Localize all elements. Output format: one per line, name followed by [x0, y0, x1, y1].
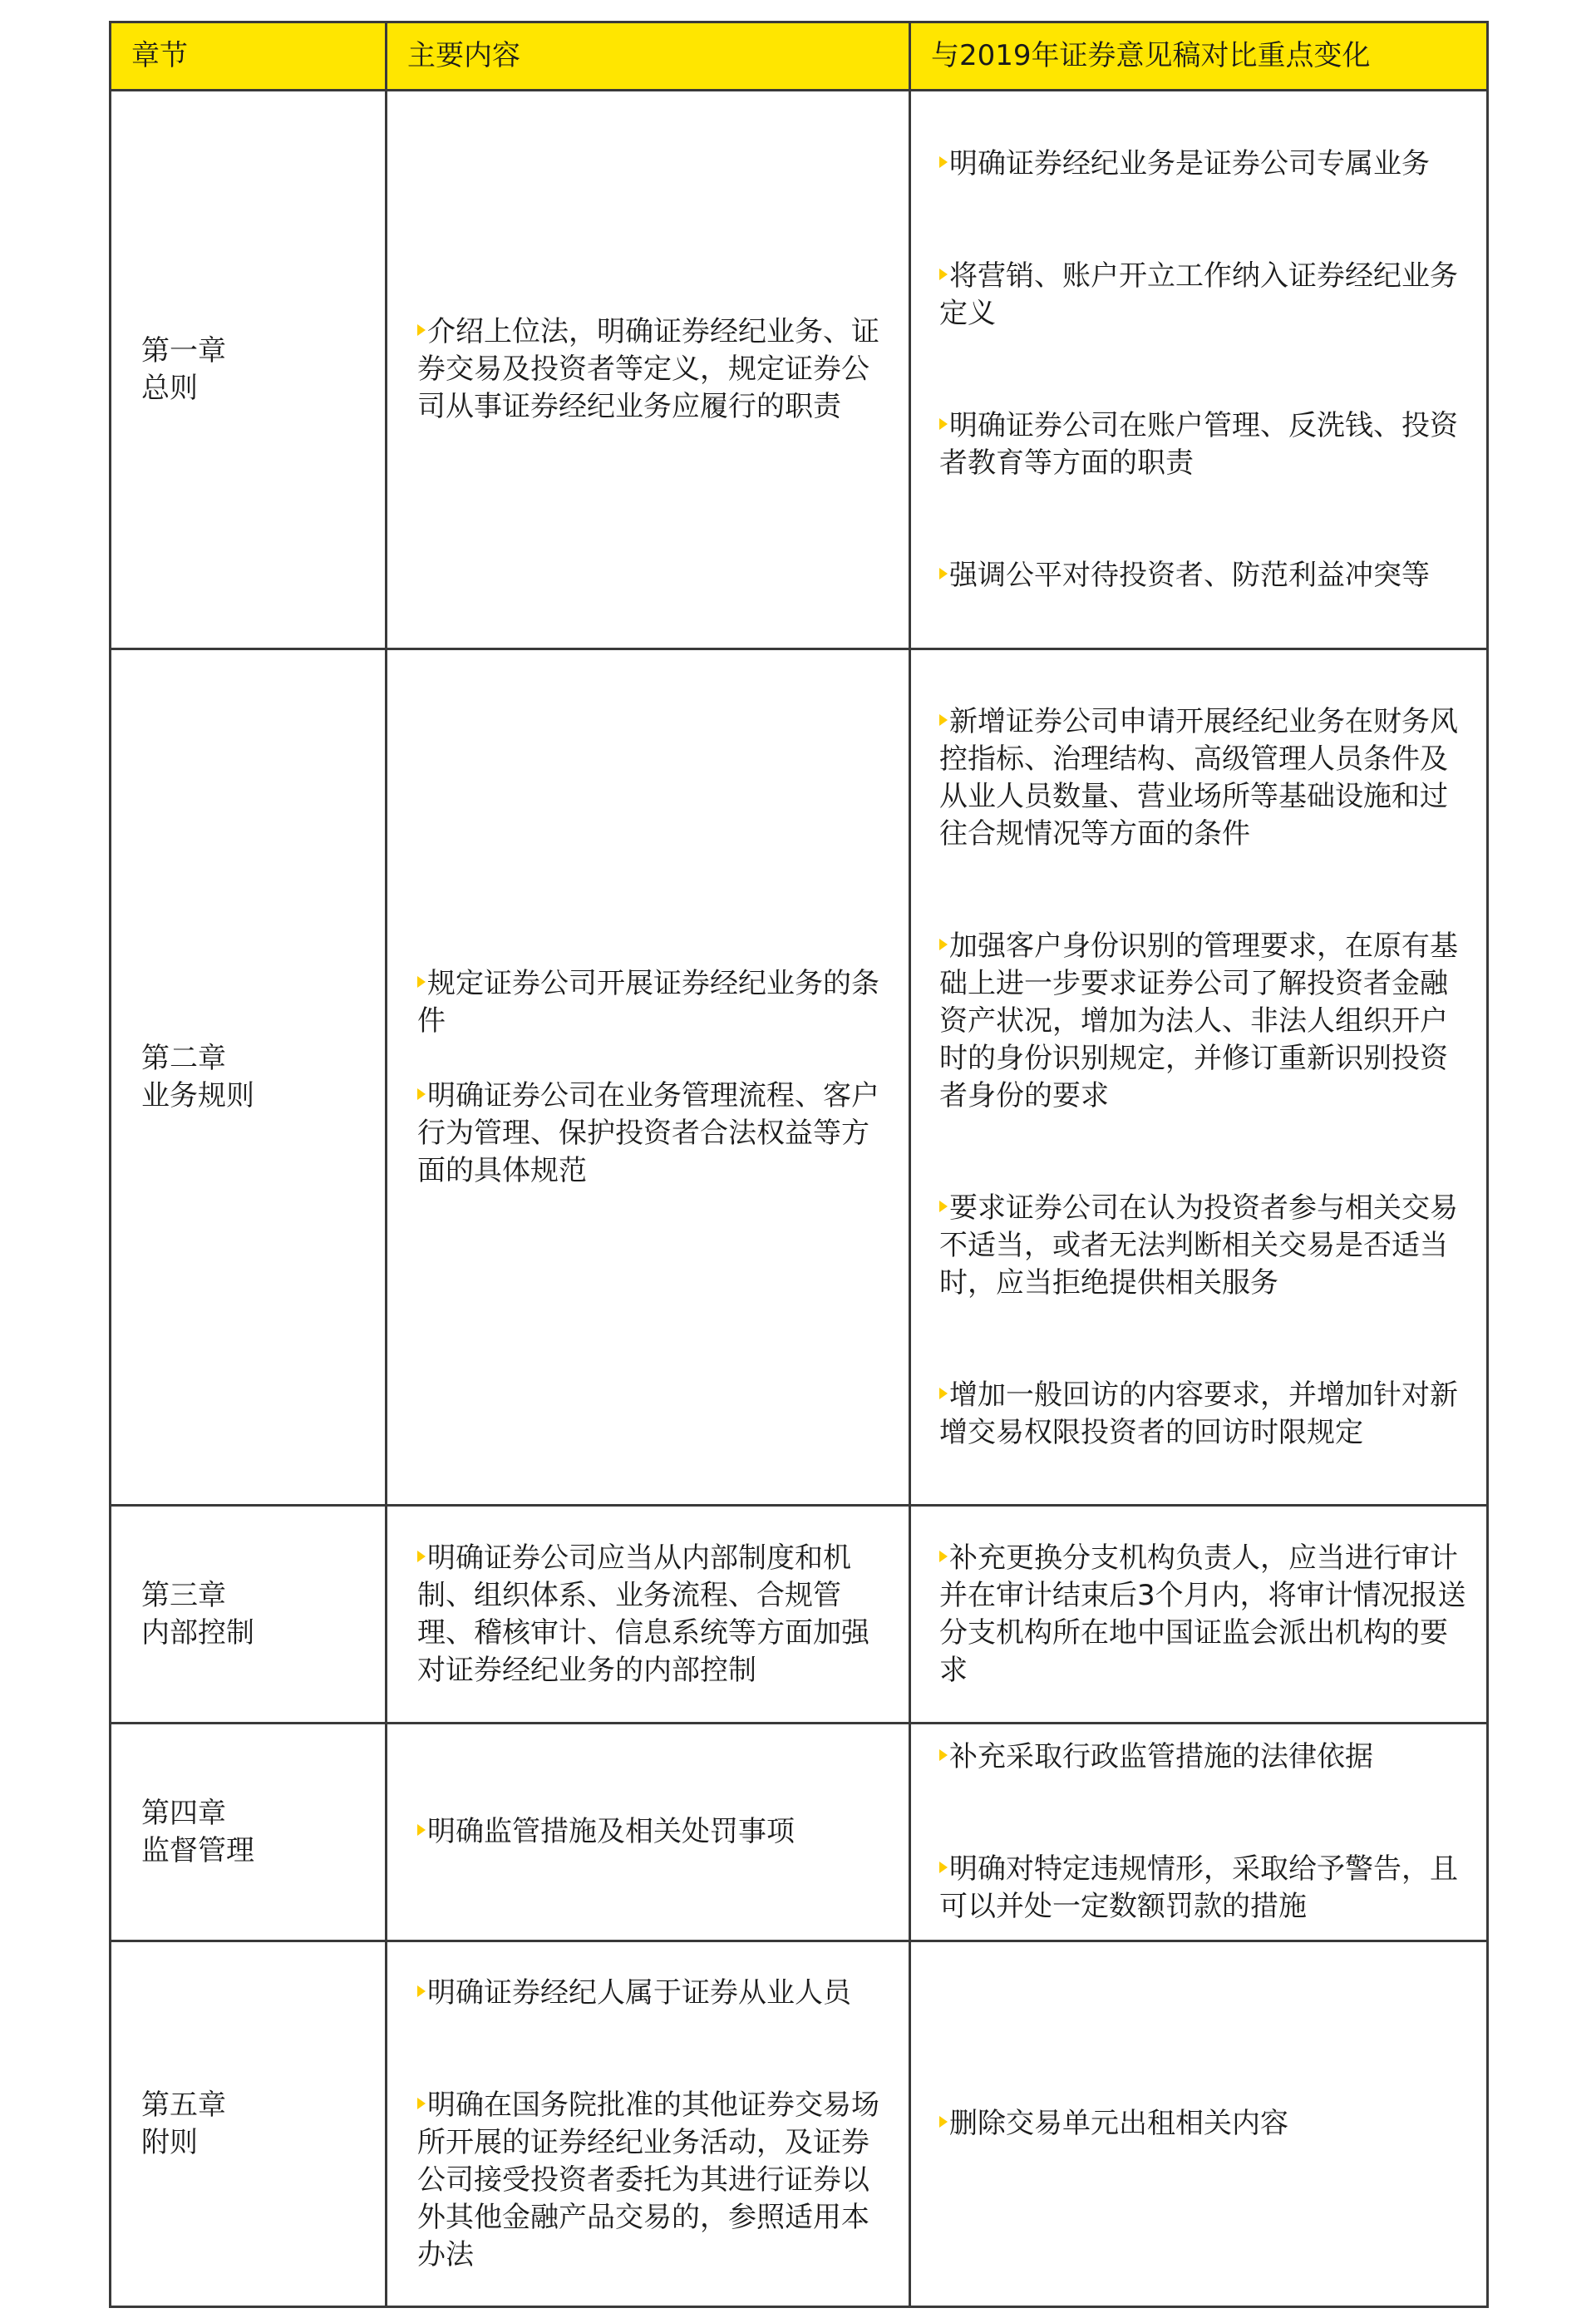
main-bullet: 明确证券公司应当从内部制度和机制、组织体系、业务流程、合规管理、稽核审计、信息系统等方面加强对证券经纪业务的内部控制 [417, 1541, 869, 1687]
main-bullet: 规定证券公司开展证券经纪业务的条件 [417, 966, 879, 1038]
chapter-name: 内部控制 [141, 1615, 254, 1650]
change-cell [910, 91, 1488, 649]
bullet-arrow-icon [939, 269, 948, 280]
main-bullet: 介绍上位法，明确证券经纪业务、证券交易及投资者等定义，规定证券公司从事证券经纪业务应履行的职责 [417, 315, 879, 423]
chapter-number: 第三章 [141, 1578, 226, 1612]
table-row [111, 1724, 1488, 1941]
chapter-cell [111, 649, 387, 1506]
main-bullet: 明确监管措施及相关处罚事项 [417, 1813, 890, 1851]
bullet-arrow-icon [939, 1201, 948, 1212]
comparison-table [109, 21, 1489, 2308]
chapter-cell [111, 1941, 387, 2307]
chapter-name: 总则 [141, 371, 198, 405]
bullet-arrow-icon [417, 1551, 426, 1562]
bullet-arrow-icon [417, 1088, 426, 1100]
bullet-arrow-icon [417, 976, 426, 988]
table-row [111, 1941, 1488, 2307]
bullet-arrow-icon [939, 568, 948, 580]
bullet-arrow-icon [939, 418, 948, 430]
change-bullet: 明确证券经纪业务是证券公司专属业务 [939, 145, 1475, 183]
chapter-name: 附则 [141, 2125, 198, 2159]
change-bullet: 增加一般回访的内容要求，并增加针对新增交易权限投资者的回访时限规定 [939, 1378, 1458, 1449]
bullet-arrow-icon [939, 1862, 948, 1873]
chapter-name: 业务规则 [141, 1078, 254, 1112]
header-main-content: 主要内容 [387, 22, 910, 91]
main-content-cell [387, 1506, 910, 1724]
bullet-arrow-icon [939, 2116, 948, 2128]
bullet-arrow-icon [417, 2098, 426, 2109]
change-bullet: 删除交易单元出租相关内容 [939, 2105, 1475, 2143]
main-content-cell [387, 1941, 910, 2307]
change-cell [910, 1506, 1488, 1724]
change-bullet: 补充采取行政监管措施的法律依据 [939, 1738, 1475, 1776]
change-bullet: 要求证券公司在认为投资者参与相关交易不适当，或者无法判断相关交易是否适当时，应当拒绝提供相关服务 [939, 1191, 1458, 1300]
change-bullet: 补充更换分支机构负责人，应当进行审计并在审计结束后3个月内，将审计情况报送分支机构所在地中国证监会派出机构的要求 [939, 1541, 1466, 1687]
table-row [111, 1506, 1488, 1724]
bullet-arrow-icon [939, 714, 948, 726]
change-cell [910, 649, 1488, 1506]
chapter-cell [111, 91, 387, 649]
bullet-arrow-icon [939, 1749, 948, 1761]
main-bullet: 明确证券公司在业务管理流程、客户行为管理、保护投资者合法权益等方面的具体规范 [417, 1078, 879, 1187]
bullet-arrow-icon [939, 939, 948, 950]
main-content-cell [387, 1724, 910, 1941]
header-key-changes: 与2019年证券意见稿对比重点变化 [910, 22, 1488, 91]
header-chapter: 章节 [111, 22, 387, 91]
bullet-arrow-icon [417, 1985, 426, 1997]
change-bullet: 强调公平对待投资者、防范利益冲突等 [939, 557, 1475, 594]
table-row [111, 91, 1488, 649]
bullet-arrow-icon [939, 1388, 948, 1399]
main-bullet: 明确在国务院批准的其他证券交易场所开展的证券经纪业务活动，及证券公司接受投资者委托为其进行证券以外其他金融产品交易的，参照适用本办法 [417, 2088, 879, 2271]
chapter-number: 第二章 [141, 1041, 226, 1075]
chapter-name: 监督管理 [141, 1833, 254, 1867]
change-cell [910, 1941, 1488, 2307]
change-bullet: 明确对特定违规情形，采取给予警告，且可以并处一定数额罚款的措施 [939, 1852, 1458, 1923]
bullet-arrow-icon [939, 156, 948, 168]
chapter-cell [111, 1506, 387, 1724]
table-row [111, 649, 1488, 1506]
change-bullet: 明确证券公司在账户管理、反洗钱、投资者教育等方面的职责 [939, 408, 1458, 480]
change-bullet: 将营销、账户开立工作纳入证券经纪业务定义 [939, 259, 1458, 330]
bullet-arrow-icon [417, 324, 426, 336]
main-bullet: 明确证券经纪人属于证券从业人员 [417, 1975, 890, 2012]
bullet-arrow-icon [939, 1551, 948, 1562]
change-cell [910, 1724, 1488, 1941]
chapter-number: 第四章 [141, 1796, 226, 1830]
main-content-cell [387, 91, 910, 649]
header-row [111, 22, 1488, 91]
main-content-cell [387, 649, 910, 1506]
chapter-number: 第五章 [141, 2088, 226, 2122]
change-bullet: 加强客户身份识别的管理要求，在原有基础上进一步要求证券公司了解投资者金融资产状况，增加为法人、非法人组织开户时的身份识别规定，并修订重新识别投资者身份的要求 [939, 929, 1458, 1112]
change-bullet: 新增证券公司申请开展经纪业务在财务风控指标、治理结构、高级管理人员条件及从业人员数量、营业场所等基础设施和过往合规情况等方面的条件 [939, 704, 1458, 851]
bullet-arrow-icon [417, 1824, 426, 1836]
chapter-cell [111, 1724, 387, 1941]
chapter-number: 第一章 [141, 333, 226, 367]
